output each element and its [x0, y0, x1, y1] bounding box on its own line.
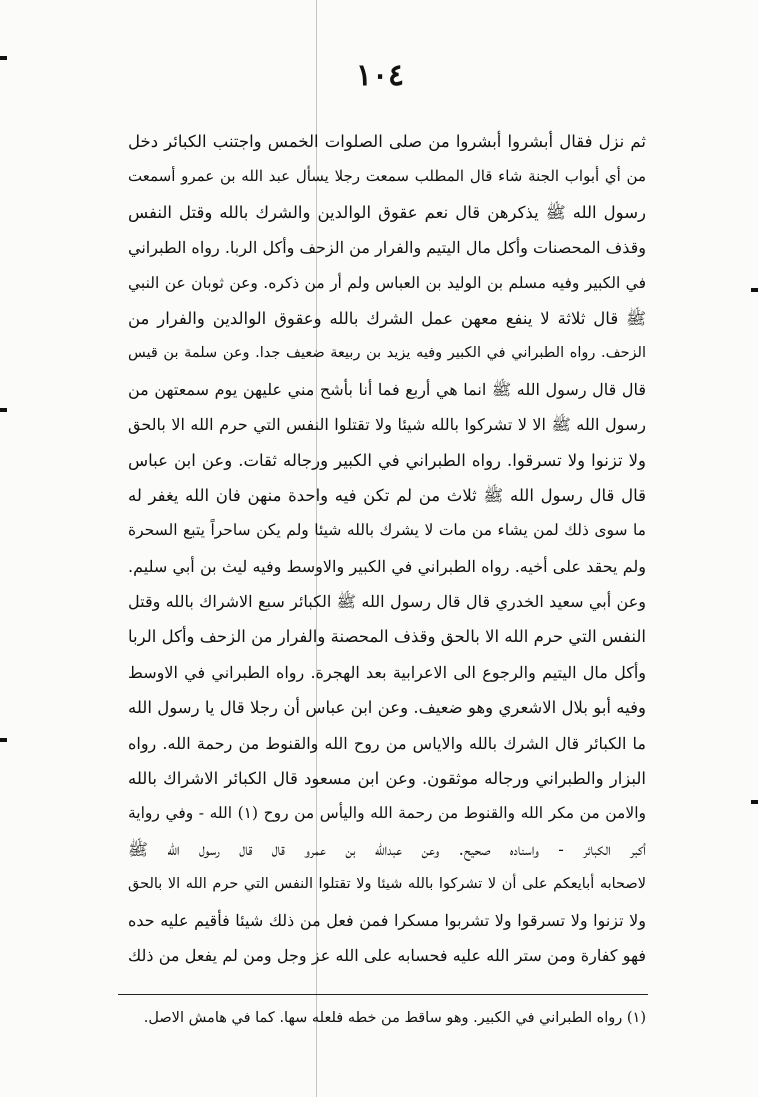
text-line: وأكل مال اليتيم والرجوع الى الاعرابية بعد الهجرة. رواه الطبراني في الاوسط	[128, 662, 646, 682]
text-line: النفس التي حرم الله الا بالحق وقذف المحصنة والفرار من الزحف وأكل الربا	[128, 627, 646, 647]
text-line: وعن أبي سعيد الخدري قال قال رسول الله ﷺ الكبائر سبع الاشراك بالله وقتل	[128, 592, 646, 612]
text-line: والامن من مكر الله والقنوط من رحمة الله واليأس من روح (١) الله - وفي رواية	[128, 804, 646, 823]
body-text	[128, 124, 646, 973]
text-line: رسول الله ﷺ يذكرهن قال نعم عقوق الوالدين والشرك بالله وقتل النفس	[128, 202, 646, 222]
text-line: ما سوى ذلك لمن يشاء من مات لا يشرك بالله شيئا ولم يكن ساحراً يتبع السحرة	[128, 521, 646, 540]
text-line: البزار والطبراني ورجاله موثقون. وعن ابن مسعود قال الكبائر الاشراك بالله	[128, 769, 646, 789]
text-line: ولا تزنوا ولا تسرقوا ولا تشربوا مسكرا فمن فعل من ذلك شيئا فأقيم عليه حده	[128, 910, 646, 930]
footnote-separator	[118, 994, 648, 995]
left-edge-mark	[0, 56, 7, 60]
text-line: قال قال رسول الله ﷺ ثلاث من لم تكن فيه واحدة منهن فان الله يغفر له	[128, 485, 646, 505]
text-line: ﷺ قال ثلاثة لا ينفع معهن عمل الشرك بالله وعقوق الوالدين والفرار من	[128, 308, 646, 328]
text-line: ما الكبائر قال الشرك بالله والاياس من روح الله والقنوط من رحمة الله. رواه	[128, 733, 646, 753]
right-edge-mark	[751, 800, 758, 804]
text-line: ولا تزنوا ولا تسرقوا. رواه الطبراني في الكبير ورجاله ثقات. وعن ابن عباس	[128, 450, 646, 470]
text-line: فهو كفارة ومن ستر الله عليه فحسابه على الله عز وجل ومن لم يفعل من ذلك	[128, 945, 646, 965]
text-line: قال قال رسول الله ﷺ انما هي أربع فما أنا بأشح مني عليهن يوم سمعتهن من	[128, 379, 646, 399]
text-line: من أي أبواب الجنة شاء قال المطلب سمعت رجلا يسأل عبد الله بن عمرو أسمعت	[128, 167, 646, 186]
left-edge-mark	[0, 738, 7, 742]
text-line: وقذف المحصنات وأكل مال اليتيم والفرار من الزحف وأكل الربا. رواه الطبراني	[128, 238, 646, 258]
text-line: وفيه أبو بلال الاشعري وهو ضعيف. وعن ابن عباس أن رجلا قال يا رسول الله	[128, 698, 646, 718]
page-number: ١٠٤	[355, 58, 405, 93]
right-edge-mark	[751, 288, 758, 292]
left-edge-mark	[0, 408, 7, 412]
text-line: رسول الله ﷺ الا لا تشركوا بالله شيئا ولا تقتلوا النفس التي حرم الله الا بالحق	[128, 415, 646, 435]
text-line: في الكبير وفيه مسلم بن الوليد بن العباس ولم أر من ذكره. وعن ثوبان عن النبي	[128, 273, 646, 292]
text-line: لاصحابه أبايعكم على أن لا تشركوا بالله شيئا ولا تقتلوا النفس التي حرم الله الا بالحق	[128, 876, 646, 893]
text-line: الزحف. رواه الطبراني في الكبير وفيه يزيد بن ربيعة ضعيف جدا. وعن سلمة بن قيس	[128, 345, 646, 362]
text-line: أكبر الكبائر - واسناده صحيح. وعن عبدالله بن عمرو قال قال رسول الله ﷺ	[128, 839, 646, 859]
text-line: ثم نزل فقال أبشروا أبشروا من صلى الصلوات الخمس واجتنب الكبائر دخل	[128, 132, 646, 151]
text-line: ولم يحقد على أخيه. رواه الطبراني في الكبير والاوسط وفيه ليث بن أبي سليم.	[128, 556, 646, 576]
footnote: (١) رواه الطبراني في الكبير. وهو ساقط من خطه فلعله سها. كما في هامش الاصل.	[143, 1010, 646, 1026]
